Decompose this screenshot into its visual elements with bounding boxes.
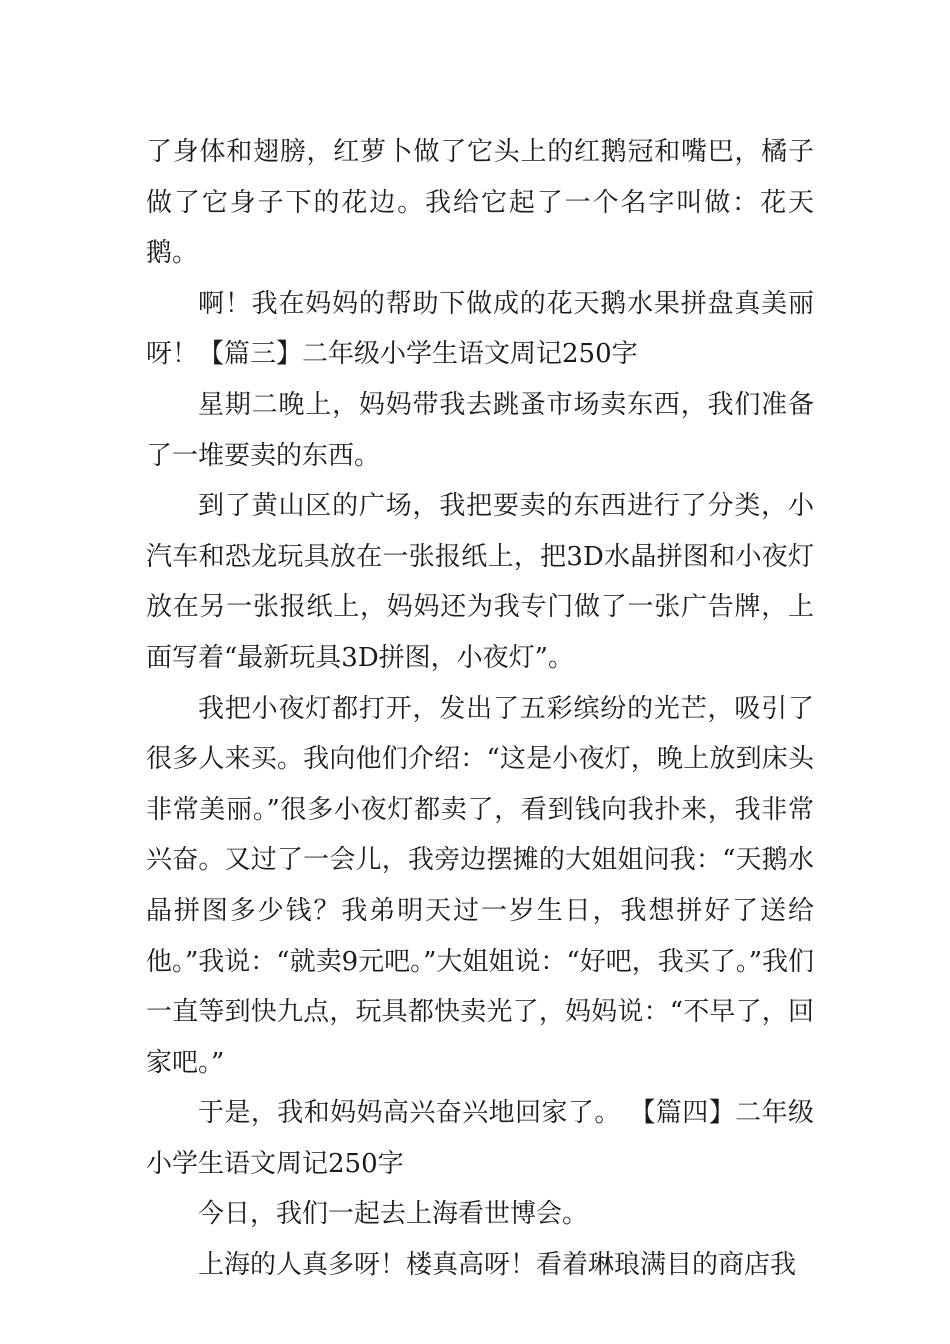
paragraph: 星期二晚上，妈妈带我去跳蚤市场卖东西，我们准备了一堆要卖的东西。: [146, 389, 814, 471]
paragraph: 啊！我在妈妈的帮助下做成的花天鹅水果拼盘真美丽呀！【篇三】二年级小学生语文周记250字: [146, 288, 814, 370]
paragraph: 于是，我和妈妈高兴奋兴地回家了。 【篇四】二年级小学生语文周记250字: [146, 1098, 814, 1179]
paragraph: 到了黄山区的广场，我把要卖的东西进行了分类，小汽车和恐龙玩具放在一张报纸上，把3D水晶拼图和小夜灯放在另一张报纸上，妈妈还为我专门做了一张广告牌，上面写着“最新玩具3D拼图，小夜灯”。: [146, 491, 814, 673]
paragraph: 了身体和翅膀，红萝卜做了它头上的红鹅冠和嘴巴，橘子做了它身子下的花边。我给它起了一个名字叫做：花天鹅。: [146, 137, 814, 269]
paragraph: 我把小夜灯都打开，发出了五彩缤纷的光芒，吸引了很多人来买。我向他们介绍：“这是小夜灯，晚上放到床头非常美丽。”很多小夜灯都卖了，看到钱向我扑来，我非常兴奋。又过了一会儿，我旁边摆摊的大姐姐问我：“天鹅水晶拼图多少钱？我弟明天过一岁生日，我想拼好了送给他。”我说：“就卖9元吧。”大姐姐说：“好吧，我买了。”我们一直等到快九点，玩具都快卖光了，妈妈说：“不早了，回家吧。”: [146, 693, 815, 1078]
paragraph: 上海的人真多呀！楼真高呀！看着琳琅满目的商店我: [198, 1250, 797, 1281]
paragraph: 今日，我们一起去上海看世博会。: [198, 1199, 589, 1230]
document-body: [146, 127, 814, 1291]
